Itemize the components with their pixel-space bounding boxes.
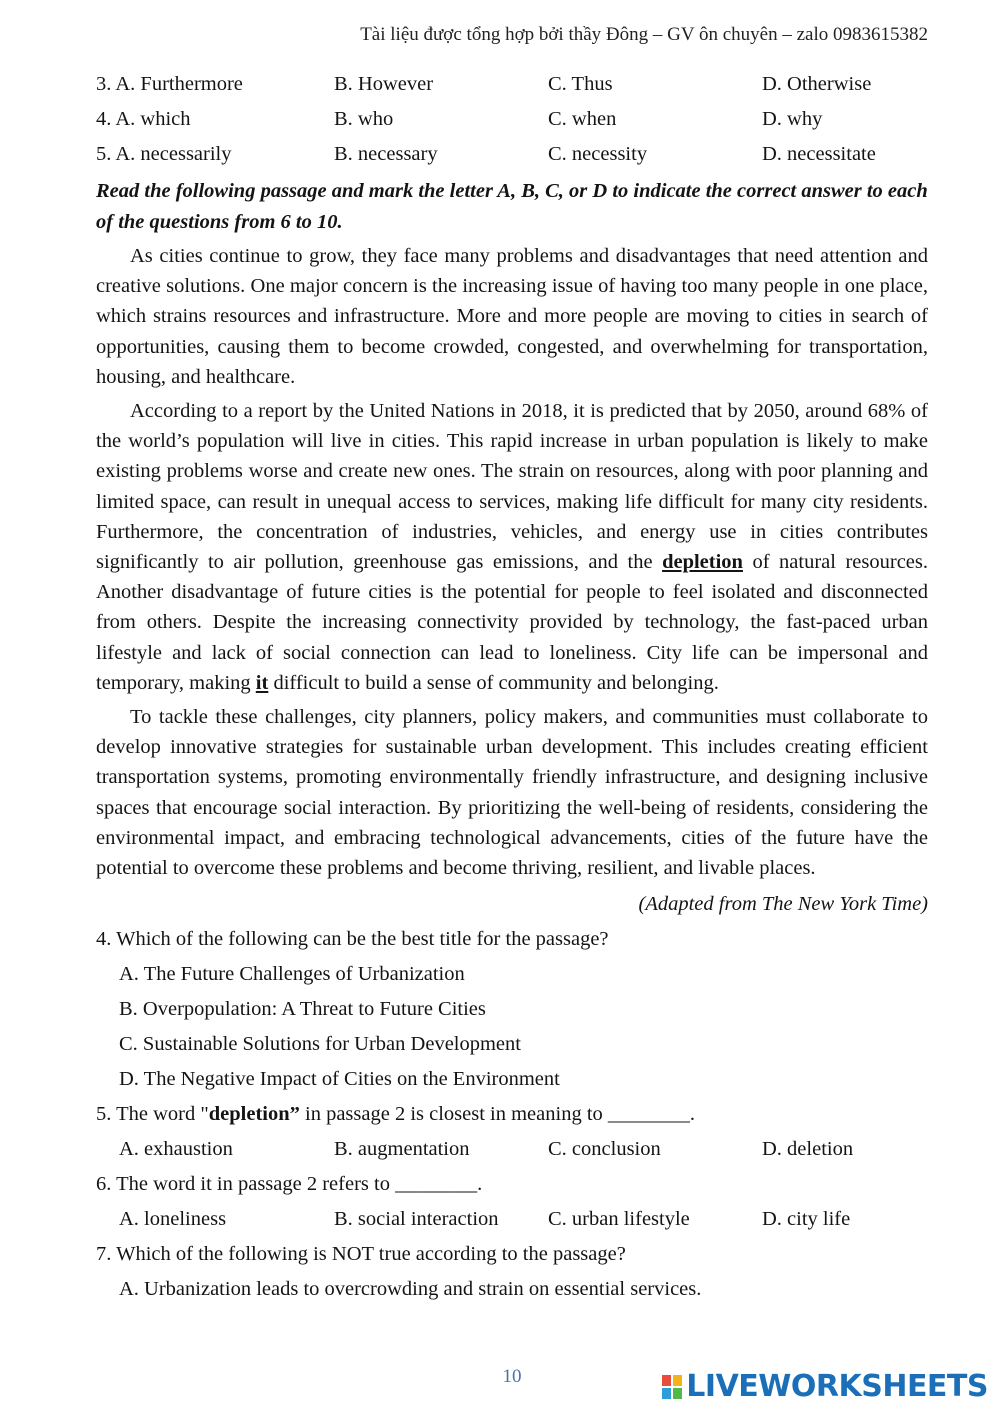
q6-option-a[interactable]: A. loneliness xyxy=(119,1208,227,1231)
keyword-it: it xyxy=(255,671,269,694)
q6-option-d[interactable]: D. city life xyxy=(762,1208,851,1231)
option-d[interactable]: D. why xyxy=(762,108,823,130)
question-text: 5. The word " xyxy=(96,1103,209,1126)
option-a[interactable]: 5. A. necessarily xyxy=(96,143,232,165)
option-c[interactable]: C. Thus xyxy=(548,73,613,95)
option-b[interactable]: B. However xyxy=(334,73,434,95)
page-header: Tài liệu được tổng hợp bởi thầy Đông – GV ôn chuyên – zalo 0983615382 xyxy=(360,24,928,45)
option-d[interactable]: D. necessitate xyxy=(762,143,876,165)
passage-paragraph-2 xyxy=(96,396,928,698)
q4-option-d[interactable]: D. The Negative Impact of Cities on the Environment xyxy=(119,1068,560,1091)
paragraph-text: of natural resources. Another disadvantage of future cities is the potential for people to feel isolated and disconnected from others. Despite the increasing connectivity provided by technology, the fast-paced urban lifestyle and lack of social connection can lead to loneliness. City life can be impersonal and temporary, making xyxy=(96,551,928,694)
q6-option-c[interactable]: C. urban lifestyle xyxy=(548,1208,690,1231)
q5-option-d[interactable]: D. deletion xyxy=(762,1138,854,1161)
q4-option-a[interactable]: A. The Future Challenges of Urbanization xyxy=(119,963,465,986)
question-4: 4. Which of the following can be the best title for the passage? xyxy=(96,928,609,951)
keyword-depletion: depletion xyxy=(662,551,743,574)
option-b[interactable]: B. who xyxy=(334,108,394,130)
q5-option-b[interactable]: B. augmentation xyxy=(334,1138,470,1161)
q7-option-a[interactable]: A. Urbanization leads to overcrowding and strain on essential services. xyxy=(119,1278,702,1301)
q5-option-a[interactable]: A. exhaustion xyxy=(119,1138,233,1161)
q5-option-c[interactable]: C. conclusion xyxy=(548,1138,661,1161)
page-number: 10 xyxy=(502,1366,522,1387)
passage-paragraph-1: As cities continue to grow, they face many problems and disadvantages that need attention and creative solutions. One major concern is the increasing issue of having too many people in one place, which strains resources and infrastructure. More and more people are moving to cities in search of opportunities, causing them to become crowded, congested, and overwhelming for transportation, housing, and healthcare. xyxy=(96,245,928,388)
question-row-4 xyxy=(96,102,928,137)
q5-options xyxy=(96,1132,928,1167)
option-b[interactable]: B. necessary xyxy=(334,143,438,165)
passage-paragraph-3: To tackle these challenges, city planners, policy makers, and communities must collaborate to develop innovative strategies for sustainable urban development. This includes creating efficient transportation systems, promoting environmentally friendly infrastructure, and designing inclusive spaces that encourage social interaction. By prioritizing the well-being of residents, considering the environmental impact, and embracing technological advancements, cities of the future have the potential to overcome these problems and become thriving, resilient, and livable places. xyxy=(96,706,928,880)
section-instruction: Read the following passage and mark the letter A, B, C, or D to indicate the correct answer to each of the questions from 6 to 10. xyxy=(96,180,928,233)
question-row-5 xyxy=(96,137,928,172)
q4-option-c[interactable]: C. Sustainable Solutions for Urban Development xyxy=(119,1033,521,1056)
option-c[interactable]: C. when xyxy=(548,108,617,130)
option-d[interactable]: D. Otherwise xyxy=(762,73,872,95)
question-row-3 xyxy=(96,67,928,102)
option-a[interactable]: 4. A. which xyxy=(96,108,191,130)
option-c[interactable]: C. necessity xyxy=(548,143,648,165)
question-keyword: depletion” xyxy=(208,1103,300,1126)
question-5 xyxy=(96,1097,928,1132)
q6-option-b[interactable]: B. social interaction xyxy=(334,1208,499,1231)
liveworksheets-icon xyxy=(662,1374,684,1400)
q4-option-b[interactable]: B. Overpopulation: A Threat to Future Cities xyxy=(119,998,486,1021)
brand-name: LIVEWORKSHEETS xyxy=(686,1369,988,1404)
liveworksheets-logo[interactable] xyxy=(662,1370,988,1404)
option-a[interactable]: 3. A. Furthermore xyxy=(96,73,243,95)
question-7: 7. Which of the following is NOT true according to the passage? xyxy=(96,1243,626,1266)
q6-options xyxy=(96,1202,928,1237)
document-content xyxy=(96,67,928,1307)
question-6: 6. The word it in passage 2 refers to ________. xyxy=(96,1173,483,1196)
paragraph-text: According to a report by the United Nations in 2018, it is predicted that by 2050, around 68% of the world’s population will live in cities. This rapid increase in urban population is likely to make existing problems worse and create new ones. The strain on resources, along with poor planning and limited space, can result in unequal access to services, making life difficult for many city residents. Furthermore, the concentration of industries, vehicles, and energy use in cities contributes significantly to air pollution, greenhouse gas emissions, and the xyxy=(96,400,928,574)
passage-source: (Adapted from The New York Time) xyxy=(638,893,928,916)
paragraph-text: difficult to build a sense of community and belonging. xyxy=(268,671,719,694)
question-text: in passage 2 is closest in meaning to ________. xyxy=(299,1103,696,1126)
